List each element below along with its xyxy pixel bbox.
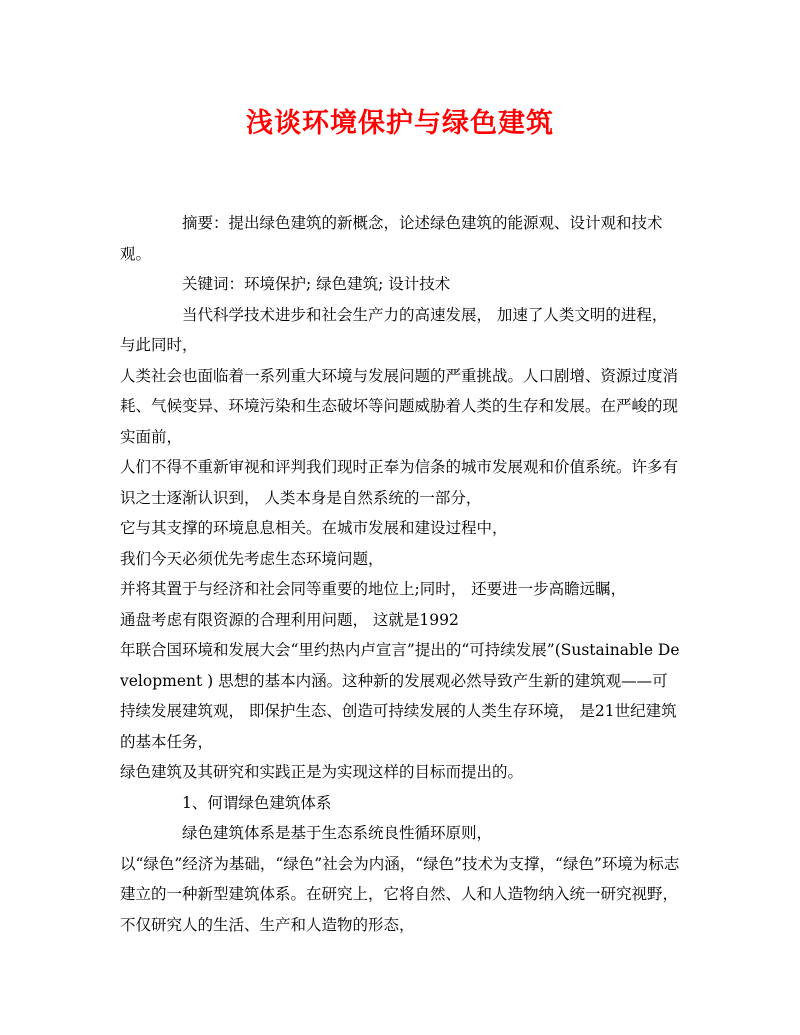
paragraph: 我们今天必须优先考虑生态环境问题， <box>120 549 384 568</box>
paragraph: 并将其置于与经济和社会同等重要的地位上;同时， 还要进一步高瞻远瞩， <box>120 580 627 598</box>
paragraph: 以“绿色”经济为基础，“绿色”社会为内涵，“绿色”技术为支撑，“绿色”环境为标志建立的一种新型建筑体系。在研究上，它将自然、人和人造物纳入统一研究视野， 不仅研究人的生活、生产和人造物的形态， <box>120 854 680 934</box>
paragraph: 绿色建筑体系是基于生态系统良性循环原则， <box>182 824 493 842</box>
paragraph: 通盘考虑有限资源的合理利用问题， 这就是1992 <box>120 610 459 629</box>
document-body <box>120 208 682 940</box>
document-title: 浅谈环境保护与绿色建筑 <box>246 108 554 139</box>
paragraph-abstract: 摘要：提出绿色建筑的新概念，论述绿色建筑的能源观、设计观和技术观。 <box>120 214 663 263</box>
section-heading: 1、何谓绿色建筑体系 <box>182 793 332 812</box>
paragraph: 年联合国环境和发展大会“里约热内卢宣言”提出的“可持续发展”(Sustainable Development ) 思想的基本内涵。这种新的发展观必然导致产生新的建筑观——可持续发展建筑观， 即保护生态、创造可持续发展的人类生存环境， 是21世纪建筑的基本任务， <box>120 641 680 751</box>
paragraph: 人们不得不重新审视和评判我们现时正奉为信条的城市发展观和价值系统。许多有识之士逐渐认识到， 人类本身是自然系统的一部分， <box>120 458 679 507</box>
paragraph: 它与其支撑的环境息息相关。在城市发展和建设过程中， <box>120 519 508 537</box>
paragraph: 绿色建筑及其研究和实践正是为实现这样的目标而提出的。 <box>120 763 524 781</box>
paragraph-keywords: 关键词：环境保护; 绿色建筑; 设计技术 <box>182 275 451 293</box>
paragraph: 人类社会也面临着一系列重大环境与发展问题的严重挑战。人口剧增、资源过度消耗、气候变异、环境污染和生态破坏等问题威胁着人类的生存和发展。在严峻的现实面前， <box>120 366 679 446</box>
paragraph: 当代科学技术进步和社会生产力的高速发展， 加速了人类文明的进程，与此同时， <box>120 305 668 354</box>
